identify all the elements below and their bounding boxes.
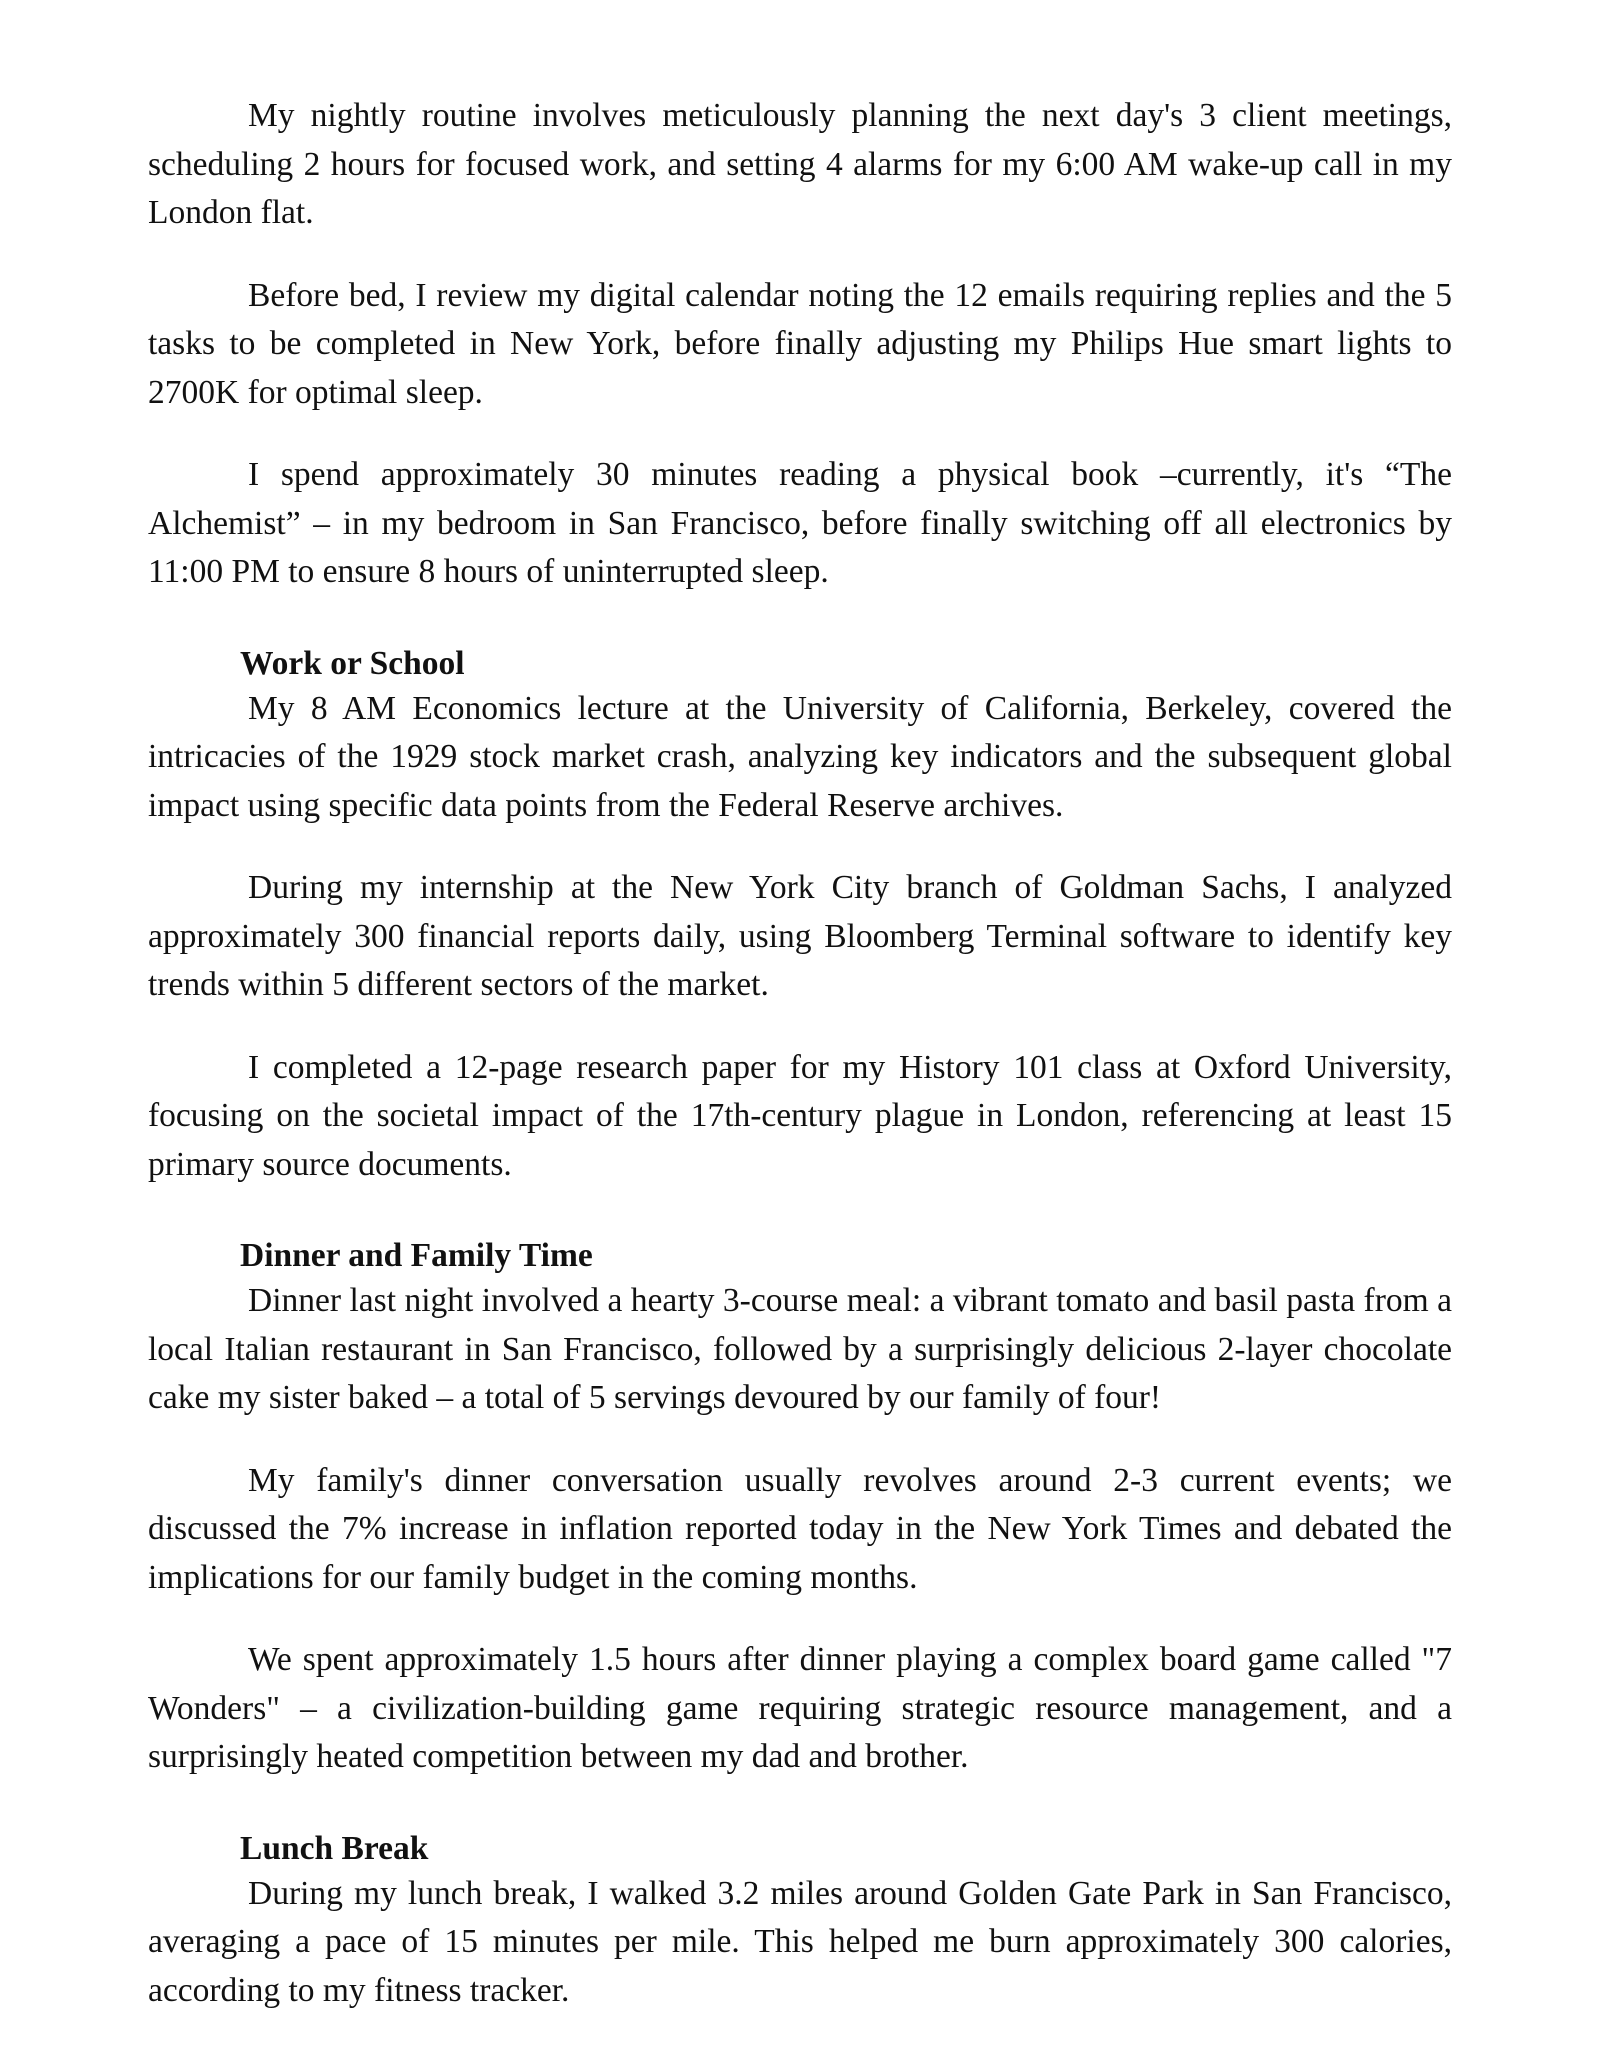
paragraph-internship: During my internship at the New York City branch of Goldman Sachs, I analyzed approximately 300 financial reports daily, using Bloomberg Terminal software to identify key trends within 5 different sectors of the market. bbox=[148, 869, 1452, 1003]
paragraph-board-game: We spent approximately 1.5 hours after dinner playing a complex board game called "7 Wonders" – a civilization-building game requiring strategic resource management, and a surprisingly heated competition between my dad and brother. bbox=[148, 1641, 1452, 1775]
section-heading-lunch-break: Lunch Break bbox=[240, 1829, 429, 1867]
paragraph-research-paper: I completed a 12-page research paper for my History 101 class at Oxford University, focusing on the societal impact of the 17th-century plague in London, referencing at least 15 primary source documents. bbox=[148, 1048, 1452, 1183]
paragraph-dinner-meal: Dinner last night involved a hearty 3-course meal: a vibrant tomato and basil pasta from a local Italian restaurant in San Francisco, followed by a surprisingly delicious 2-layer chocolate cake my sister baked – a total of 5 servings devoured by our family of four! bbox=[148, 1282, 1452, 1416]
section-heading-dinner-family: Dinner and Family Time bbox=[240, 1237, 593, 1274]
document-page bbox=[148, 92, 1452, 2049]
paragraph-lunch-walk: During my lunch break, I walked 3.2 miles around Golden Gate Park in San Francisco, averaging a pace of 15 minutes per mile. This helped me burn approximately 300 calories, according to my fitness tracker. bbox=[148, 1874, 1452, 2009]
paragraph-dinner-conversation: My family's dinner conversation usually revolves around 2-3 current events; we discussed the 7% increase in inflation reported today in the New York Times and debated the implications for our family budget in the coming months. bbox=[148, 1461, 1452, 1596]
paragraph-economics-lecture: My 8 AM Economics lecture at the University of California, Berkeley, covered the intricacies of the 1929 stock market crash, analyzing key indicators and the subsequent global impact using specific data points from the Federal Reserve archives. bbox=[148, 689, 1452, 824]
paragraph-before-bed: Before bed, I review my digital calendar noting the 12 emails requiring replies and the 5 tasks to be completed in New York, before finally adjusting my Philips Hue smart lights to 2700K for optimal sleep. bbox=[148, 276, 1452, 411]
section-heading-work-or-school: Work or School bbox=[240, 644, 465, 682]
paragraph-reading: I spend approximately 30 minutes reading a physical book –currently, it's “The Alchemist” – in my bedroom in San Francisco, before finally switching off all electronics by 11:00 PM to ensure 8 hours of uninterrupted sleep. bbox=[148, 456, 1452, 590]
paragraph-nightly-routine: My nightly routine involves meticulously planning the next day's 3 client meetings, scheduling 2 hours for focused work, and setting 4 alarms for my 6:00 AM wake-up call in my London flat. bbox=[148, 97, 1452, 231]
